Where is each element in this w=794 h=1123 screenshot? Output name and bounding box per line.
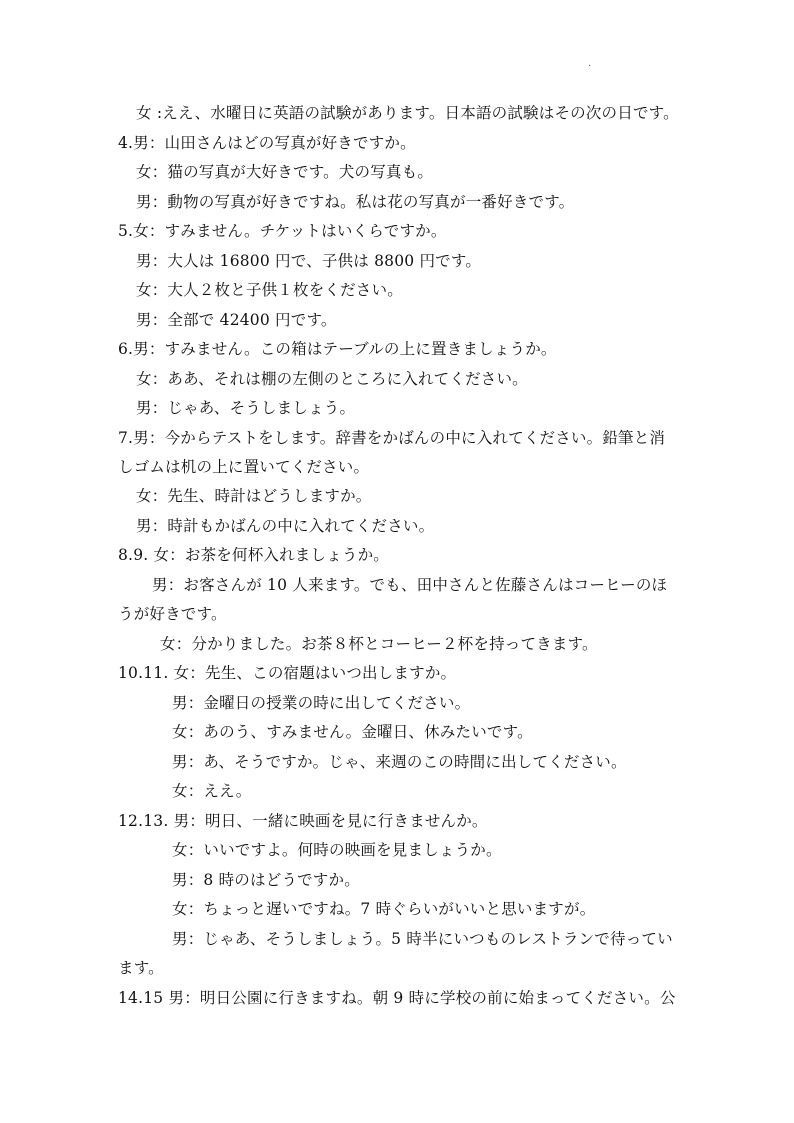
dialogue-line: うが好きです。	[118, 605, 227, 623]
dialogue-line: 女：猫の写真が大好きです。犬の写真も。	[136, 163, 434, 181]
dialogue-line: 男：じゃあ、そうしましょう。5 時半にいつものレストランで待ってい	[172, 930, 673, 948]
dialogue-line: 8.9. 女：お茶を何杯入れましょうか。	[118, 546, 390, 564]
dialogue-line: 14.15 男：明日公園に行きますね。朝 9 時に学校の前に始まってください。公	[118, 989, 676, 1007]
dialogue-line: 男：あ、そうですか。じゃ、来週のこの時間に出してください。	[172, 753, 627, 771]
dialogue-line: 10.11. 女：先生、この宿題はいつ出しますか。	[118, 664, 457, 682]
dialogue-line: 男：時計もかばんの中に入れてください。	[136, 517, 435, 535]
dialogue-line: 12.13. 男：明日、一緒に映画を見に行きませんか。	[118, 812, 488, 830]
header-mark: .	[588, 58, 592, 69]
dialogue-line: 女：ああ、それは棚の左側のところに入れてください。	[136, 370, 528, 388]
dialogue-line: 女：ちょっと遅いですね。7 時ぐらいがいいと思いますが。	[172, 900, 596, 918]
dialogue-line: 女：ええ。	[172, 782, 252, 800]
dialogue-line: 女：先生、時計はどうしますか。	[136, 487, 372, 505]
dialogue-line: 男：大人は 16800 円で、子供は 8800 円です。	[136, 252, 482, 270]
dialogue-line: 4.男：山田さんはどの写真が好きですか。	[118, 134, 416, 152]
dialogue-line: 男：全部で 42400 円です。	[136, 311, 337, 329]
dialogue-line: 男：じゃあ、そうしましょう。	[136, 399, 356, 417]
dialogue-line: 6.男：すみません。この箱はテーブルの上に置きましょうか。	[118, 340, 557, 358]
dialogue-line: しゴムは机の上に置いてください。	[118, 458, 370, 476]
dialogue-line: 7.男：今からテストをします。辞書をかばんの中に入れてください。鉛筆と消	[118, 429, 666, 447]
dialogue-line: 男：金曜日の授業の時に出してください。	[172, 694, 471, 712]
dialogue-line: 女：大人２枚と子供１枚をください。	[136, 281, 403, 299]
dialogue-line: 男：お客さんが 10 人来ます。でも、田中さんと佐藤さんはコーヒーのほ	[152, 576, 668, 594]
dialogue-line: 女：いいですよ。何時の映画を見ましょうか。	[172, 841, 502, 859]
dialogue-line: 男：動物の写真が好きですね。私は花の写真が一番好きです。	[136, 193, 575, 211]
dialogue-line: 女 :ええ、水曜日に英語の試験があります。日本語の試験はその次の日です。	[136, 104, 679, 122]
dialogue-line: 女：分かりました。お茶８杯とコーヒー２杯を持ってきます。	[160, 635, 598, 653]
dialogue-line: 5.女：すみません。チケットはいくらですか。	[118, 222, 447, 240]
dialogue-line: 女：あのう、すみません。金曜日、休みたいです。	[172, 723, 533, 741]
dialogue-line: 男：8 時のはどうですか。	[172, 871, 360, 889]
dialogue-line: ます。	[118, 959, 164, 977]
